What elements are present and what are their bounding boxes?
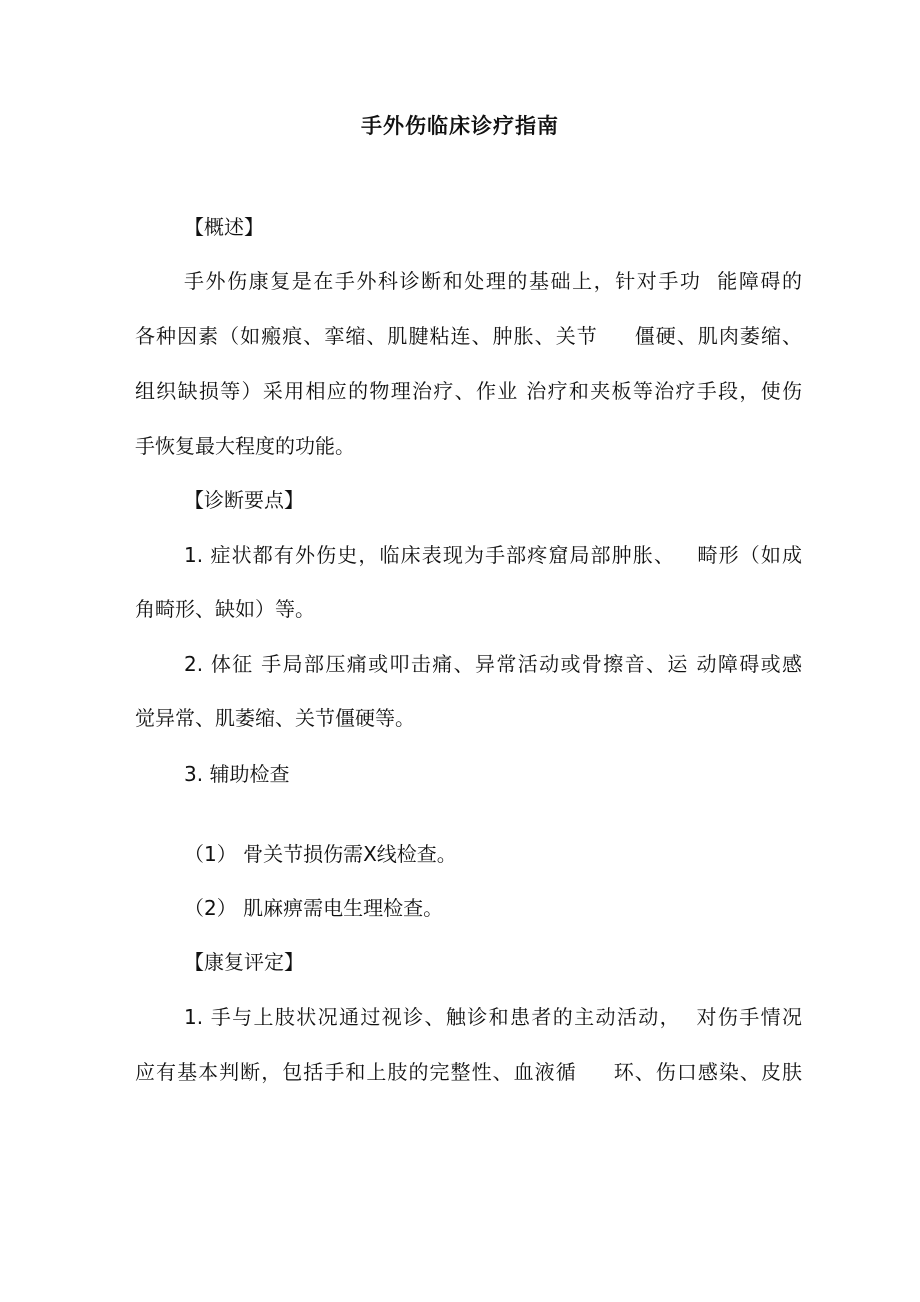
overview-line-4: 手恢复最大程度的功能。 bbox=[135, 434, 355, 458]
diagnosis-item2-line-2: 觉异常、肌萎缩、关节僵硬等。 bbox=[135, 706, 415, 730]
diagnosis-item1-line-2: 角畸形、缺如）等。 bbox=[135, 597, 315, 621]
assessment-heading: 【康复评定】 bbox=[184, 950, 304, 974]
assessment-item1-line-1: 1. 手与上肢状况通过视诊、触诊和患者的主动活动， 对伤手情况 bbox=[184, 1005, 802, 1029]
diagnosis-sub-item-2: （2） 肌麻痹需电生理检查。 bbox=[184, 896, 444, 920]
diagnosis-item2-line-1: 2. 体征 手局部压痛或叩击痛、异常活动或骨擦音、运 动障碍或感 bbox=[184, 652, 802, 676]
diagnosis-item3: 3. 辅助检查 bbox=[184, 762, 290, 786]
overview-line-3: 组织缺损等）采用相应的物理治疗、作业 治疗和夹板等治疗手段，使伤 bbox=[135, 379, 802, 403]
diagnosis-sub-item-1: （1） 骨关节损伤需X线检查。 bbox=[184, 842, 457, 866]
diagnosis-item1-line-1: 1. 症状都有外伤史，临床表现为手部疼窟局部肿胀、 畸形（如成 bbox=[184, 543, 802, 567]
overview-line-1: 手外伤康复是在手外科诊断和处理的基础上，针对手功 能障碍的 bbox=[184, 269, 802, 293]
overview-heading: 【概述】 bbox=[184, 215, 264, 239]
document-title: 手外伤临床诊疗指南 bbox=[361, 114, 559, 138]
assessment-item1-line-2: 应有基本判断，包括手和上肢的完整性、血液循 环、伤口感染、皮肤 bbox=[135, 1060, 802, 1084]
overview-line-2: 各种因素（如瘢痕、挛缩、肌腱粘连、肿胀、关节 僵硬、肌肉萎缩、 bbox=[135, 324, 802, 348]
diagnosis-heading: 【诊断要点】 bbox=[184, 488, 304, 512]
